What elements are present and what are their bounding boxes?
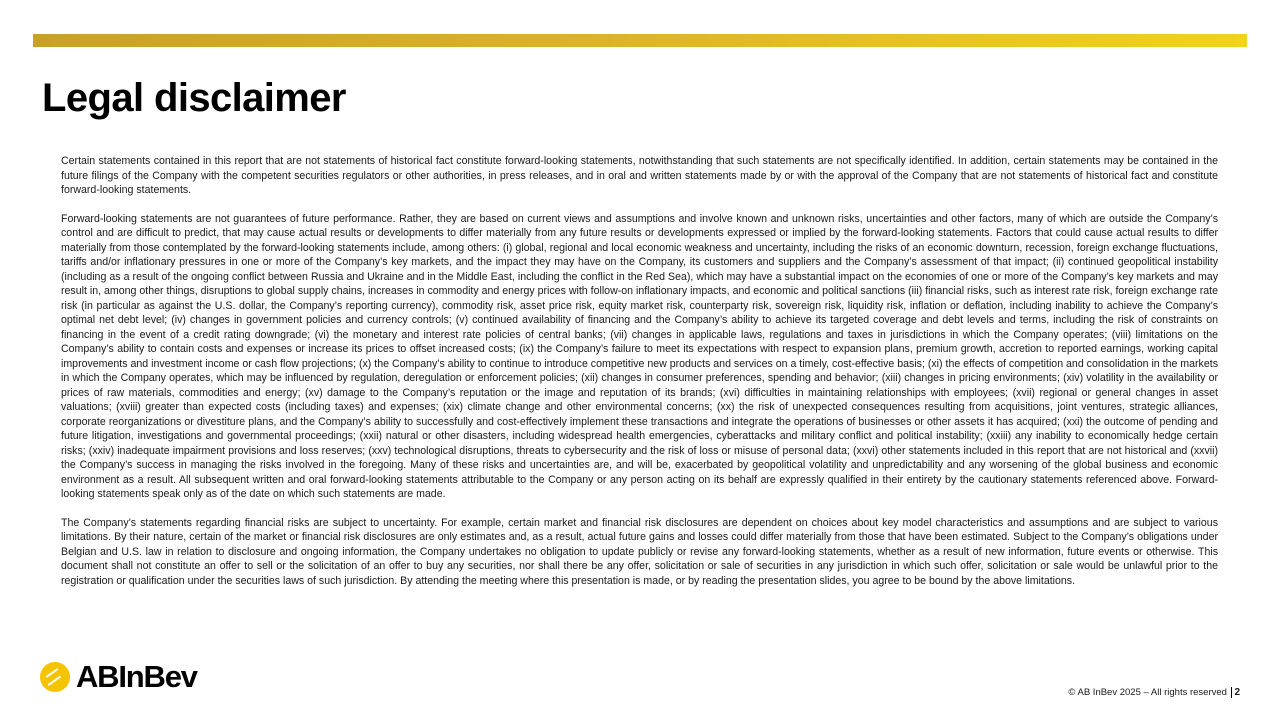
abinbev-logo	[38, 660, 197, 694]
footer-divider	[1231, 687, 1233, 698]
page-title: Legal disclaimer	[42, 76, 346, 120]
disclaimer-paragraph-2: Forward-looking statements are not guarantees of future performance. Rather, they are based on current views and assumptions and involve known and unknown risks, uncertainties and other factors, many of which are outside the Company’s control and are difficult to predict, that may cause actual results or developments to differ materially from any future results or developments expressed or implied by the forward-looking statements. Factors that could cause actual results to differ materially from those contemplated by the forward-looking statements include, among others: (i) global, regional and local economic weakness and uncertainty, including the risks of an economic downturn, recession, foreign exchange fluctuations, tariffs and/or inflationary pressures in one or more of the Company’s key markets, and the impact they may have on the Company, its customers and suppliers and the Company’s assessment of that impact; (ii) continued geopolitical instability (including as a result of the ongoing conflict between Russia and Ukraine and in the Middle East, including the conflict in the Red Sea), which may have a substantial impact on the economies of one or more of the Company’s key markets and may result in, among other things, disruptions to global supply chains, increases in commodity and energy prices with follow-on inflationary impacts, and economic and political sanctions (iii) financial risks, such as interest rate risk, foreign exchange rate risk (in particular as against the U.S. dollar, the Company’s reporting currency), commodity risk, asset price risk, equity market risk, counterparty risk, sovereign risk, liquidity risk, inflation or deflation, including inability to achieve the Company’s optimal net debt level; (iv) changes in government policies and currency controls; (v) continued availability of financing and the Company’s ability to achieve its targeted coverage and debt levels and terms, including the risk of constraints on financing in the event of a credit rating downgrade; (vi) the monetary and interest rate policies of central banks; (vii) changes in applicable laws, regulations and taxes in jurisdictions in which the Company operates; (viii) limitations on the Company’s ability to contain costs and expenses or increase its prices to offset increased costs; (ix) the Company’s failure to meet its expectations with respect to expansion plans, premium growth, accretion to reported earnings, working capital improvements and investment income or cash flow projections; (x) the Company’s ability to continue to introduce competitive new products and services on a timely, cost-effective basis; (xi) the effects of competition and consolidation in the markets in which the Company operates, which may be influenced by regulation, deregulation or enforcement policies; (xii) changes in consumer preferences, spending and behavior; (xiii) changes in pricing environments; (xiv) volatility in the availability or prices of raw materials, commodities and energy; (xv) damage to the Company’s reputation or the image and reputation of its brands; (xvi) difficulties in maintaining relationships with employees; (xvii) regional or general changes in asset valuations; (xviii) greater than expected costs (including taxes) and expenses; (xix) climate change and other environmental concerns; (xx) the risk of unexpected consequences resulting from acquisitions, joint ventures, strategic alliances, corporate reorganizations or divestiture plans, and the Company’s ability to successfully and cost-effectively implement these transactions and integrate the operations of businesses or other assets it has acquired; (xxi) the outcome of pending and future litigation, investigations and governmental proceedings; (xxii) natural or other disasters, including widespread health emergencies, cyberattacks and military conflict and political instability; (xxiii) any inability to economically hedge certain risks; (xxiv) inadequate impairment provisions and loss reserves; (xxv) technological disruptions, threats to cybersecurity and the risk of loss or misuse of personal data; (xxvi) other statements included in this report that are not historical and (xxvii) the Company’s success in managing the risks involved in the foregoing. Many of these risks and uncertainties are, and will be, exacerbated by geopolitical volatility and unpredictability and any worsening of the global business and economic environment as a result. All subsequent written and oral forward-looking statements attributable to the Company or any person acting on its behalf are expressly qualified in their entirety by the cautionary statements referenced above. Forward-looking statements speak only as of the date on which such statements are made.	[61, 212, 1218, 500]
disclaimer-paragraph-3: The Company’s statements regarding financial risks are subject to uncertainty. For example, certain market and financial risk disclosures are dependent on choices about key model characteristics and assumptions and are subject to various limitations. By their nature, certain of the market or financial risk disclosures are only estimates and, as a result, actual future gains and losses could differ materially from those that have been estimated. Subject to the Company’s obligations under Belgian and U.S. law in relation to disclosure and ongoing information, the Company undertakes no obligation to update publicly or revise any forward-looking statements, whether as a result of new information, future events or otherwise. This document shall not constitute an offer to sell or the solicitation of an offer to buy any securities, nor shall there be any offer, solicitation or sale of securities in any jurisdiction in which such offer, solicitation or sale would be unlawful prior to the registration or qualification under the securities laws of such jurisdiction. By attending the meeting where this presentation is made, or by reading the presentation slides, you agree to be bound by the above limitations.	[61, 516, 1218, 587]
slide-footer	[1068, 687, 1240, 698]
abinbev-logo-icon	[38, 660, 72, 694]
top-accent-bar	[33, 34, 1247, 47]
disclaimer-body	[61, 154, 1218, 588]
disclaimer-paragraph-1: Certain statements contained in this report that are not statements of historical fact constitute forward-looking statements, notwithstanding that such statements are not specifically identified. In addition, certain statements may be contained in the future filings of the Company with the competent securities regulators or other authorities, in press releases, and in oral and written statements made by or with the approval of the Company that are not statements of historical fact and constitute forward-looking statements.	[61, 155, 1218, 196]
copyright-text: © AB InBev 2025 – All rights reserved	[1068, 687, 1227, 698]
page-number: 2	[1234, 687, 1240, 698]
logo-wordmark: ABInBev	[76, 659, 197, 694]
